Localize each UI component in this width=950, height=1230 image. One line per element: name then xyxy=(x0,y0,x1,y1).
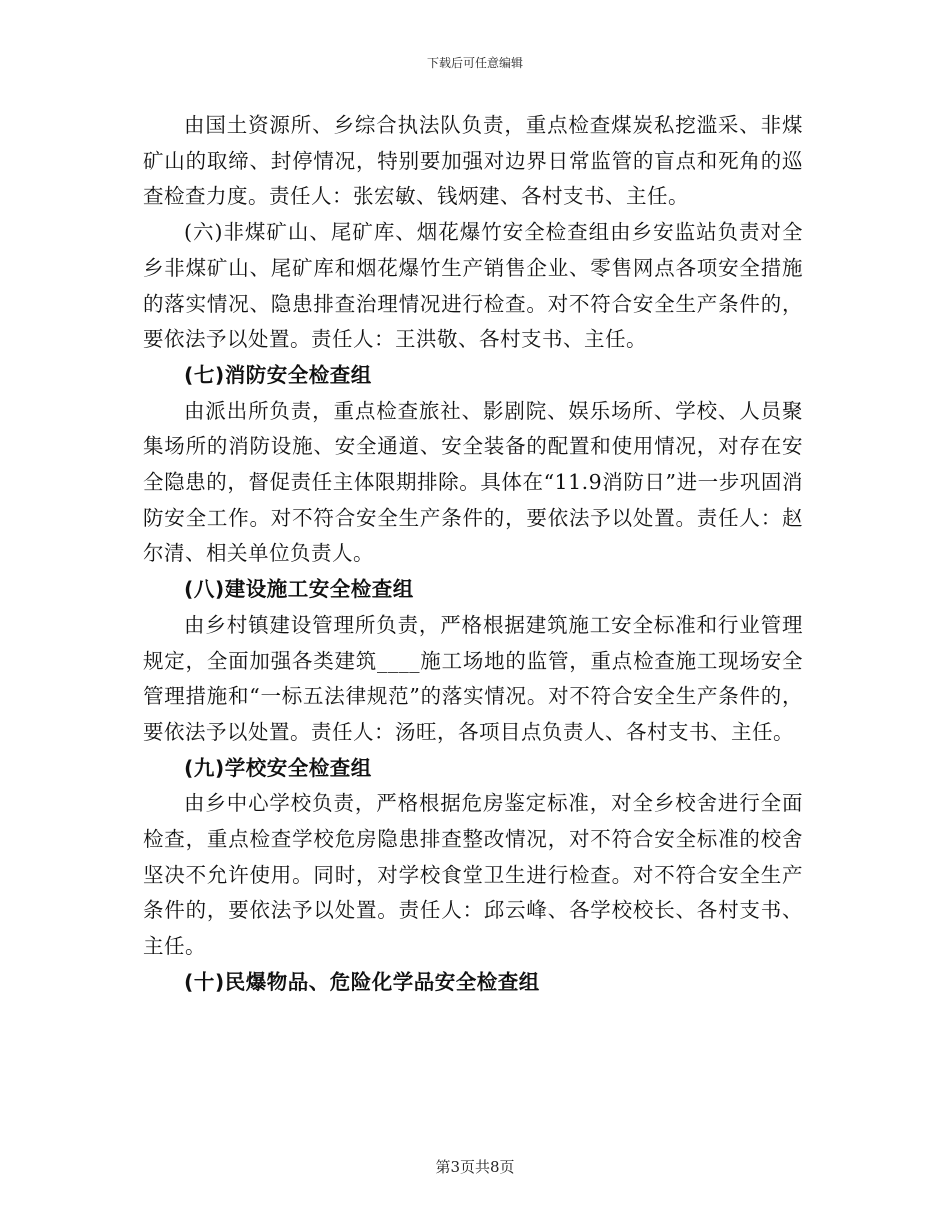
document-body xyxy=(143,108,803,1001)
heading-explosives-chemicals-group: (十)民爆物品、危险化学品安全检查组 xyxy=(184,969,540,994)
heading-fire-safety-group: (七)消防安全检查组 xyxy=(184,362,372,387)
paragraph-fire-safety: 由派出所负责，重点检查旅社、影剧院、娱乐场所、学校、人员聚集场所的消防设施、安全通道、安全装备的配置和使用情况，对存在安全隐患的，督促责任主体限期排除。具体在“11.9消防日”进一步巩固消防安全工作。对不符合安全生产条件的，要依法予以处置。责任人：赵尔清、相关单位负责人。 xyxy=(143,398,803,566)
paragraph-non-coal-mines-group: (六)非煤矿山、尾矿库、烟花爆竹安全检查组由乡安监站负责对全乡非煤矿山、尾矿库和烟花爆竹生产销售企业、零售网点各项安全措施的落实情况、隐患排查治理情况进行检查。对不符合安全生产条件的，要依法予以处置。责任人：王洪敬、各村支书、主任。 xyxy=(143,220,803,352)
heading-school-safety-group: (九)学校安全检查组 xyxy=(184,755,372,780)
page-number: 第3页共8页 xyxy=(435,1158,515,1176)
paragraph-land-resources: 由国土资源所、乡综合执法队负责，重点检查煤炭私挖滥采、非煤矿山的取缔、封停情况，特别要加强对边界日常监管的盲点和死角的巡查检查力度。责任人：张宏敏、钱炳建、各村支书、主任。 xyxy=(143,113,803,209)
page-header-note: 下载后可任意编辑 xyxy=(426,56,523,70)
paragraph-school-safety: 由乡中心学校负责，严格根据危房鉴定标准，对全乡校舍进行全面检查，重点检查学校危房隐患排查整改情况，对不符合安全标准的校舍坚决不允许使用。同时，对学校食堂卫生进行检查。对不符合安全生产条件的，要依法予以处置。责任人：邱云峰、各学校校长、各村支书、主任。 xyxy=(143,791,803,959)
paragraph-construction-safety: 由乡村镇建设管理所负责，严格根据建筑施工安全标准和行业管理规定，全面加强各类建筑____施工场地的监管，重点检查施工现场安全管理措施和“一标五法律规范”的落实情况。对不符合安全生产条件的，要依法予以处置。责任人：汤旺，各项目点负责人、各村支书、主任。 xyxy=(143,612,803,744)
heading-construction-safety-group: (八)建设施工安全检查组 xyxy=(184,577,414,602)
